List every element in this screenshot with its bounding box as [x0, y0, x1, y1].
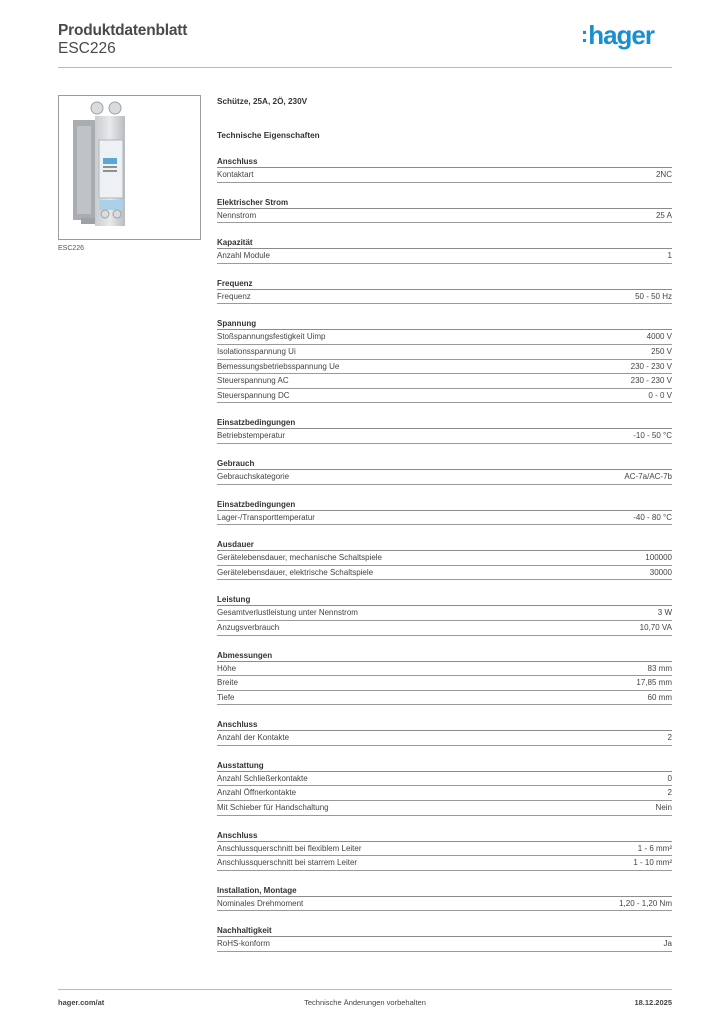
document-title: Produktdatenblatt — [58, 22, 188, 39]
spec-label: Höhe — [217, 663, 237, 673]
product-image-caption: ESC226 — [58, 245, 85, 252]
spec-row — [217, 786, 672, 801]
spec-label: Anschlussquerschnitt bei starrem Leiter — [217, 858, 358, 868]
spec-label: Isolationsspannung Ui — [217, 346, 296, 356]
spec-section — [217, 237, 672, 264]
spec-value: 10,70 VA — [639, 622, 672, 632]
spec-section — [217, 539, 672, 580]
spec-value: 0 - 0 V — [648, 390, 672, 400]
spec-row — [217, 842, 672, 857]
spec-section-title: Frequenz — [217, 278, 253, 288]
spec-value: 2 — [667, 733, 672, 743]
footer-date: 18.12.2025 — [634, 998, 672, 1007]
spec-value: 230 - 230 V — [630, 361, 672, 371]
spec-row — [217, 676, 672, 691]
spec-label: Nennstrom — [217, 210, 257, 220]
spec-section — [217, 594, 672, 635]
spec-label: Anzahl der Kontakte — [217, 733, 290, 743]
spec-section-title: Spannung — [217, 319, 257, 329]
logo-text: hager — [588, 20, 654, 50]
spec-section — [217, 156, 672, 183]
spec-section — [217, 650, 672, 706]
spec-value: 50 - 50 Hz — [635, 291, 672, 301]
spec-section — [217, 719, 672, 746]
spec-value: 17,85 mm — [636, 678, 672, 688]
product-image — [58, 95, 201, 240]
spec-row — [217, 249, 672, 264]
spec-value: 1 - 6 mm² — [637, 843, 672, 853]
spec-section-title: Anschluss — [217, 157, 258, 166]
spec-value: 1 - 10 mm² — [633, 858, 672, 868]
spec-value: 0 — [667, 773, 672, 783]
spec-label: Kontaktart — [217, 170, 254, 179]
spec-row — [217, 691, 672, 706]
spec-label: RoHS-konform — [217, 939, 270, 949]
spec-value: 2NC — [655, 170, 672, 179]
spec-section — [217, 499, 672, 526]
spec-value: 30000 — [649, 567, 672, 577]
spec-value: 60 mm — [647, 692, 672, 702]
spec-value: -10 - 50 °C — [633, 431, 672, 441]
spec-label: Lager-/Transporttemperatur — [217, 512, 315, 522]
spec-row — [217, 374, 672, 389]
spec-label: Anzahl Schließerkontakte — [217, 773, 308, 783]
spec-section-title: Installation, Montage — [217, 885, 297, 895]
spec-row — [217, 168, 672, 183]
spec-section-title: Anschluss — [217, 830, 258, 840]
spec-label: Bemessungsbetriebsspannung Ue — [217, 361, 340, 371]
hager-logo: :hager — [580, 20, 654, 50]
page-footer — [58, 998, 672, 1010]
document-subtitle: ESC226 — [58, 40, 116, 57]
spec-label: Anzugsverbrauch — [217, 622, 280, 632]
spec-section — [217, 458, 672, 485]
spec-label: Mit Schieber für Handschaltung — [217, 803, 329, 813]
spec-value: Nein — [655, 803, 672, 813]
spec-row — [217, 290, 672, 305]
spec-row — [217, 897, 672, 912]
spec-section-title: Ausdauer — [217, 540, 254, 550]
spec-section-title: Abmessungen — [217, 650, 273, 660]
footer-notice: Technische Änderungen vorbehalten — [304, 998, 426, 1007]
spec-value: 2 — [667, 788, 672, 798]
contactor-illustration — [59, 96, 200, 239]
spec-value: 100000 — [645, 553, 672, 563]
spec-label: Breite — [217, 678, 238, 688]
spec-row — [217, 360, 672, 375]
spec-value: 3 W — [657, 608, 672, 618]
spec-row — [217, 345, 672, 360]
spec-row — [217, 662, 672, 677]
spec-value: AC-7a/AC-7b — [624, 471, 672, 481]
spec-value: 230 - 230 V — [630, 376, 672, 386]
page-header — [58, 20, 672, 70]
spec-label: Steuerspannung AC — [217, 376, 289, 386]
spec-section-title: Nachhaltigkeit — [217, 926, 272, 936]
spec-value: 1 — [667, 251, 672, 261]
spec-label: Stoßspannungsfestigkeit Uimp — [217, 332, 326, 342]
spec-section — [217, 278, 672, 305]
spec-row — [217, 801, 672, 816]
spec-row — [217, 429, 672, 444]
spec-section-title: Anschluss — [217, 720, 258, 730]
spec-row — [217, 389, 672, 404]
spec-row — [217, 566, 672, 581]
spec-value: 83 mm — [647, 663, 672, 673]
spec-section-title: Elektrischer Strom — [217, 197, 289, 207]
spec-row — [217, 330, 672, 345]
spec-section-title: Einsatzbedingungen — [217, 418, 296, 428]
header-divider — [58, 67, 672, 68]
spec-section — [217, 925, 672, 952]
spec-row — [217, 621, 672, 636]
footer-divider — [58, 989, 672, 990]
spec-section-title: Einsatzbedingungen — [217, 499, 296, 509]
spec-value: Ja — [663, 939, 672, 949]
spec-row — [217, 856, 672, 871]
spec-sections — [217, 156, 672, 952]
spec-value: 25 A — [655, 210, 672, 220]
spec-section — [217, 885, 672, 912]
spec-label: Gesamtverlustleistung unter Nennstrom — [217, 608, 358, 618]
spec-row — [217, 606, 672, 621]
spec-row — [217, 772, 672, 787]
footer-website: hager.com/at — [58, 998, 105, 1007]
spec-section — [217, 417, 672, 444]
spec-value: -40 - 80 °C — [633, 512, 672, 522]
spec-section-title: Kapazität — [217, 238, 253, 248]
spec-section — [217, 830, 672, 871]
spec-row — [217, 511, 672, 526]
spec-section-title: Gebrauch — [217, 458, 255, 468]
spec-section — [217, 197, 672, 224]
spec-row — [217, 209, 672, 224]
spec-label: Steuerspannung DC — [217, 390, 290, 400]
product-description: Schütze, 25A, 2Ö, 230V — [217, 97, 308, 106]
datasheet-main — [217, 96, 672, 952]
spec-row — [217, 470, 672, 485]
spec-label: Anzahl Module — [217, 251, 270, 261]
spec-label: Anschlussquerschnitt bei flexiblem Leiter — [217, 843, 362, 853]
spec-label: Betriebstemperatur — [217, 431, 286, 441]
spec-label: Gebrauchskategorie — [217, 471, 290, 481]
spec-section — [217, 760, 672, 816]
spec-row — [217, 937, 672, 952]
spec-label: Gerätelebensdauer, mechanische Schaltspiele — [217, 553, 382, 563]
spec-section-title: Ausstattung — [217, 760, 264, 770]
spec-label: Anzahl Öffnerkontakte — [217, 788, 297, 798]
spec-value: 250 V — [651, 346, 672, 356]
spec-value: 4000 V — [646, 332, 672, 342]
spec-row — [217, 551, 672, 566]
technical-properties-heading: Technische Eigenschaften — [217, 131, 320, 140]
spec-value: 1,20 - 1,20 Nm — [619, 898, 672, 908]
spec-label: Frequenz — [217, 291, 251, 301]
spec-row — [217, 731, 672, 746]
spec-section — [217, 318, 672, 403]
spec-label: Nominales Drehmoment — [217, 898, 304, 908]
spec-section-title: Leistung — [217, 595, 251, 605]
spec-label: Tiefe — [217, 692, 235, 702]
spec-label: Gerätelebensdauer, elektrische Schaltspiele — [217, 567, 374, 577]
